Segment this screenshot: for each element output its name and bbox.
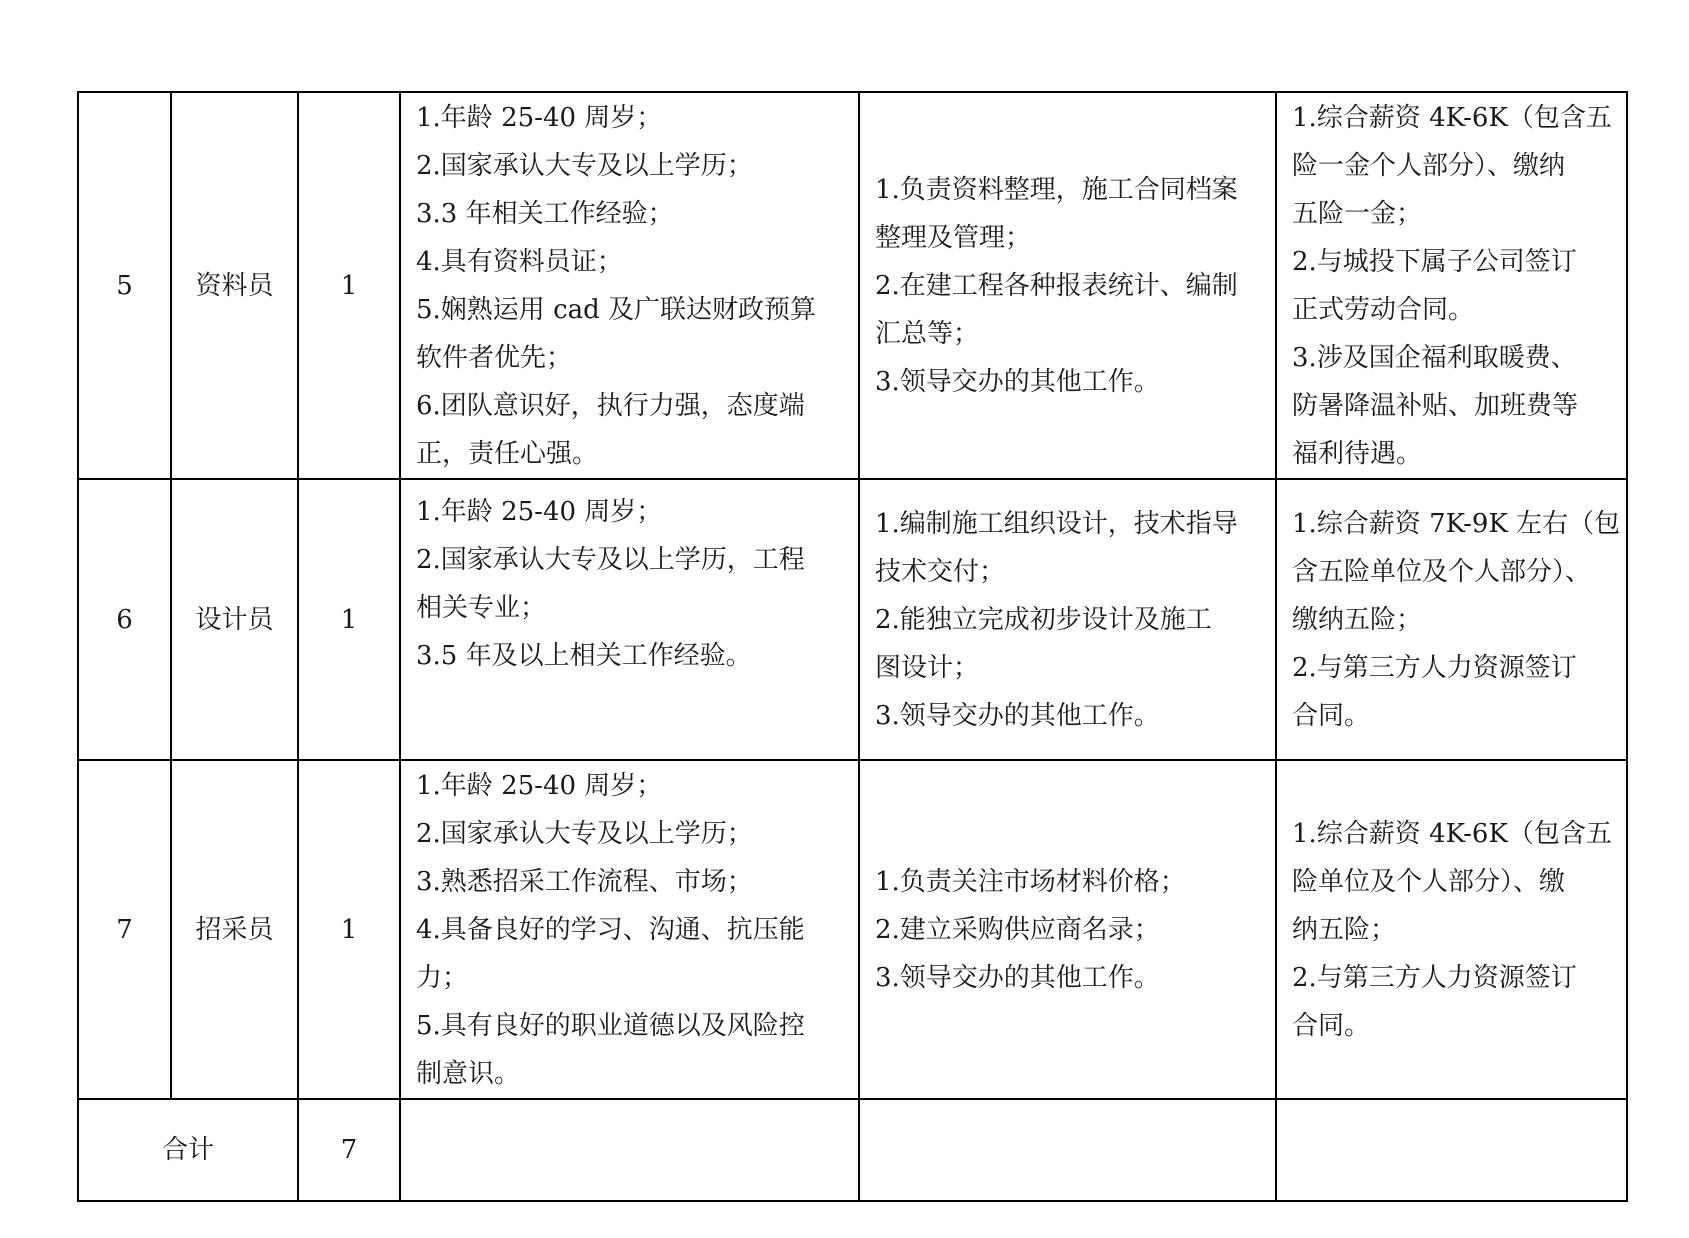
requirement-line: 1.年龄 25-40 周岁； [416,770,663,801]
table-row [78,760,1627,1099]
requirement-line: 制意识。 [416,1058,521,1089]
compensation-line: 险一金个人部分）、缴纳 [1292,150,1566,181]
compensation-line: 1.综合薪资 4K-6K（包含五 [1292,102,1612,133]
requirement-line: 力； [416,962,469,993]
compensation-cell [1276,92,1627,479]
requirement-line: 1.年龄 25-40 周岁； [416,497,663,527]
requirement-line: 4.具有资料员证； [416,246,623,277]
compensation-line: 1.综合薪资 4K-6K（包含五 [1292,818,1612,849]
headcount: 1 [298,92,400,479]
compensation-line: 险单位及个人部分）、缴 [1292,866,1566,897]
duty-line: 1.负责关注市场材料价格； [875,866,1186,897]
requirement-line: 5.具有良好的职业道德以及风险控 [416,1010,805,1041]
compensation-line: 含五险单位及个人部分）、 [1292,556,1592,587]
compensation-line: 2.与第三方人力资源签订 [1292,652,1577,683]
recruitment-table [77,91,1628,1202]
row-number: 5 [78,92,171,479]
compensation-line: 防暑降温补贴、加班费等 [1292,390,1579,421]
compensation-line: 正式劳动合同。 [1292,294,1475,325]
compensation-line: 合同。 [1292,1010,1371,1041]
empty-cell [1276,1099,1627,1201]
empty-cell [859,1099,1276,1201]
compensation-line: 3.涉及国企福利取暖费、 [1292,342,1577,373]
compensation-line: 纳五险； [1292,914,1397,945]
duty-line: 3.领导交办的其他工作。 [875,962,1160,993]
empty-cell [400,1099,859,1201]
total-count: 7 [298,1099,400,1201]
compensation-cell [1276,760,1627,1099]
compensation-line: 合同。 [1292,700,1371,731]
requirement-line: 1.年龄 25-40 周岁； [416,102,663,133]
requirement-line: 3.3 年相关工作经验； [416,198,674,229]
requirements-cell [400,479,859,760]
requirement-line: 3.熟悉招采工作流程、市场； [416,866,753,897]
table-row [78,92,1627,479]
compensation-line: 五险一金； [1292,198,1423,229]
duty-line: 1.编制施工组织设计，技术指导 [875,508,1238,539]
requirement-line: 正，责任心强。 [416,438,599,469]
duties-cell [859,479,1276,760]
duty-line: 技术交付； [875,556,1006,587]
requirement-line: 4.具备良好的学习、沟通、抗压能 [416,914,805,945]
compensation-line: 2.与第三方人力资源签订 [1292,962,1577,993]
compensation-line: 福利待遇。 [1292,438,1423,469]
requirements-cell [400,92,859,479]
requirement-line: 6.团队意识好，执行力强，态度端 [416,390,805,421]
table-row [78,479,1627,760]
duty-line: 1.负责资料整理，施工合同档案 [875,174,1238,205]
headcount: 1 [298,760,400,1099]
requirements-cell [400,760,859,1099]
requirement-line: 5.娴熟运用 cad 及广联达财政预算 [416,294,817,325]
requirement-line: 相关专业； [416,593,547,623]
headcount: 1 [298,479,400,760]
duty-line: 2.能独立完成初步设计及施工 [875,604,1212,635]
position-name: 资料员 [171,92,298,479]
duty-line: 整理及管理； [875,222,1032,253]
duty-line: 3.领导交办的其他工作。 [875,700,1160,731]
duties-cell [859,92,1276,479]
compensation-line: 2.与城投下属子公司签订 [1292,246,1577,277]
total-label: 合计 [78,1099,298,1201]
duty-line: 图设计； [875,652,980,683]
requirement-line: 2.国家承认大专及以上学历； [416,818,753,849]
position-name: 招采员 [171,760,298,1099]
compensation-line: 缴纳五险； [1292,604,1423,635]
compensation-line: 1.综合薪资 7K-9K 左右（包 [1292,508,1621,539]
position-name: 设计员 [171,479,298,760]
compensation-cell [1276,479,1627,760]
row-number: 7 [78,760,171,1099]
requirement-line: 2.国家承认大专及以上学历； [416,150,753,181]
duty-line: 2.建立采购供应商名录； [875,914,1160,945]
requirement-line: 软件者优先； [416,342,573,373]
total-row [78,1099,1627,1201]
duty-line: 2.在建工程各种报表统计、编制 [875,270,1238,301]
duty-line: 3.领导交办的其他工作。 [875,366,1160,397]
requirement-line: 2.国家承认大专及以上学历，工程 [416,545,805,575]
row-number: 6 [78,479,171,760]
requirement-line: 3.5 年及以上相关工作经验。 [416,641,752,671]
duty-line: 汇总等； [875,318,980,349]
duties-cell [859,760,1276,1099]
